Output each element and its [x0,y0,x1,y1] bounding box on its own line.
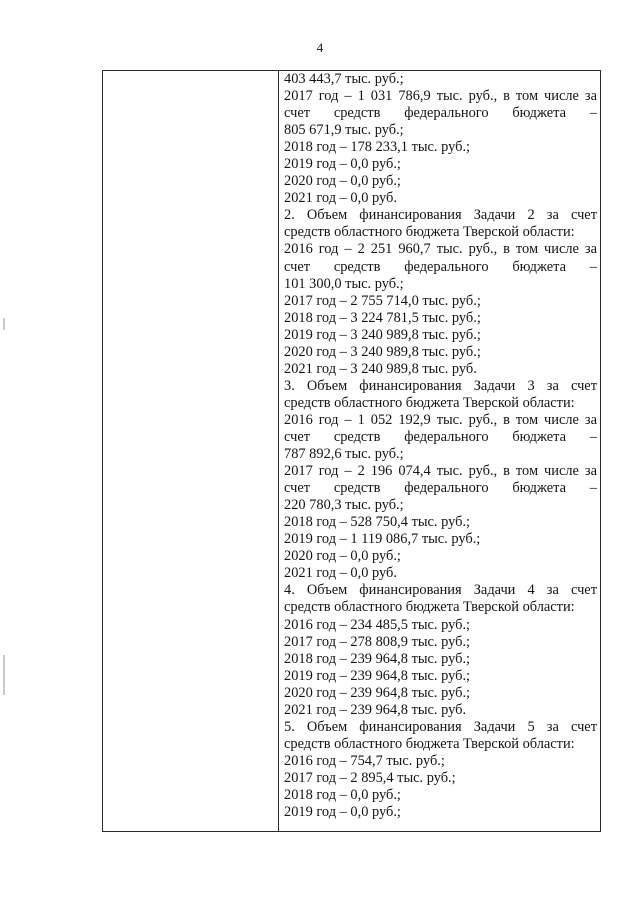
text-line: 2020 год – 3 240 989,8 тыс. руб.; [284,343,481,360]
text-line: 2021 год – 3 240 989,8 тыс. руб. [284,360,477,377]
text-line: 2021 год – 239 964,8 тыс. руб. [284,701,467,718]
text-line: 4. Объем финансирования Задачи 4 за счет [284,582,597,599]
text-line: 2019 год – 1 119 086,7 тыс. руб.; [284,531,481,548]
text-line: 2020 год – 0,0 руб.; [284,173,401,190]
text-line: 2019 год – 239 964,8 тыс. руб.; [284,667,471,684]
text-line: 2018 год – 178 233,1 тыс. руб.; [284,139,471,156]
text-line: 2017 год – 2 755 714,0 тыс. руб.; [284,292,481,309]
text-line: 805 671,9 тыс. руб.; [284,122,404,139]
text-line: 2019 год – 0,0 руб.; [284,804,401,821]
text-line: 2016 год – 234 485,5 тыс. руб.; [284,616,471,633]
text-line: средств областного бюджета Тверской области: [284,735,575,752]
scan-artifact-mark [3,318,5,330]
text-line: 2017 год – 1 031 786,9 тыс. руб., в том числе за [284,88,597,105]
text-line: 5. Объем финансирования Задачи 5 за счет [284,718,597,735]
text-line: 220 780,3 тыс. руб.; [284,497,404,514]
text-line: средств областного бюджета Тверской области: [284,224,575,241]
text-line: 403 443,7 тыс. руб.; [284,71,404,87]
text-line: 2016 год – 754,7 тыс. руб.; [284,752,445,769]
text-line: 2018 год – 3 224 781,5 тыс. руб.; [284,309,481,326]
text-line: 787 892,6 тыс. руб.; [284,446,404,463]
text-line: 2017 год – 2 196 074,4 тыс. руб., в том числе за [284,463,597,480]
text-line: 2016 год – 2 251 960,7 тыс. руб., в том числе за [284,241,597,258]
text-line: 2020 год – 0,0 руб.; [284,548,401,565]
text-line: 2018 год – 528 750,4 тыс. руб.; [284,514,471,531]
text-line: счет средств федерального бюджета – [284,258,597,275]
text-line: 2018 год – 0,0 руб.; [284,786,401,803]
text-line: 3. Объем финансирования Задачи 3 за счет [284,377,597,394]
table-right-cell [284,71,597,831]
column-divider [278,71,279,831]
text-line: счет средств федерального бюджета – [284,428,597,445]
text-line: счет средств федерального бюджета – [284,105,597,122]
text-line: 2021 год – 0,0 руб. [284,190,397,207]
scan-artifact-mark [3,655,5,695]
text-line: 2020 год – 239 964,8 тыс. руб.; [284,684,471,701]
text-line: 2. Объем финансирования Задачи 2 за счет [284,207,597,224]
text-line: 101 300,0 тыс. руб.; [284,275,404,292]
text-line: 2017 год – 2 895,4 тыс. руб.; [284,769,456,786]
text-line: 2021 год – 0,0 руб. [284,565,397,582]
table-left-cell [103,71,278,831]
text-line: 2017 год – 278 808,9 тыс. руб.; [284,633,471,650]
text-line: 2019 год – 3 240 989,8 тыс. руб.; [284,326,481,343]
text-line: 2018 год – 239 964,8 тыс. руб.; [284,650,471,667]
page-number: 4 [316,40,324,55]
text-line: средств областного бюджета Тверской области: [284,394,575,411]
funding-table [102,70,601,832]
text-line: средств областного бюджета Тверской области: [284,599,575,616]
text-line: 2019 год – 0,0 руб.; [284,156,401,173]
text-line: счет средств федерального бюджета – [284,480,597,497]
text-line: 2016 год – 1 052 192,9 тыс. руб., в том числе за [284,411,597,428]
